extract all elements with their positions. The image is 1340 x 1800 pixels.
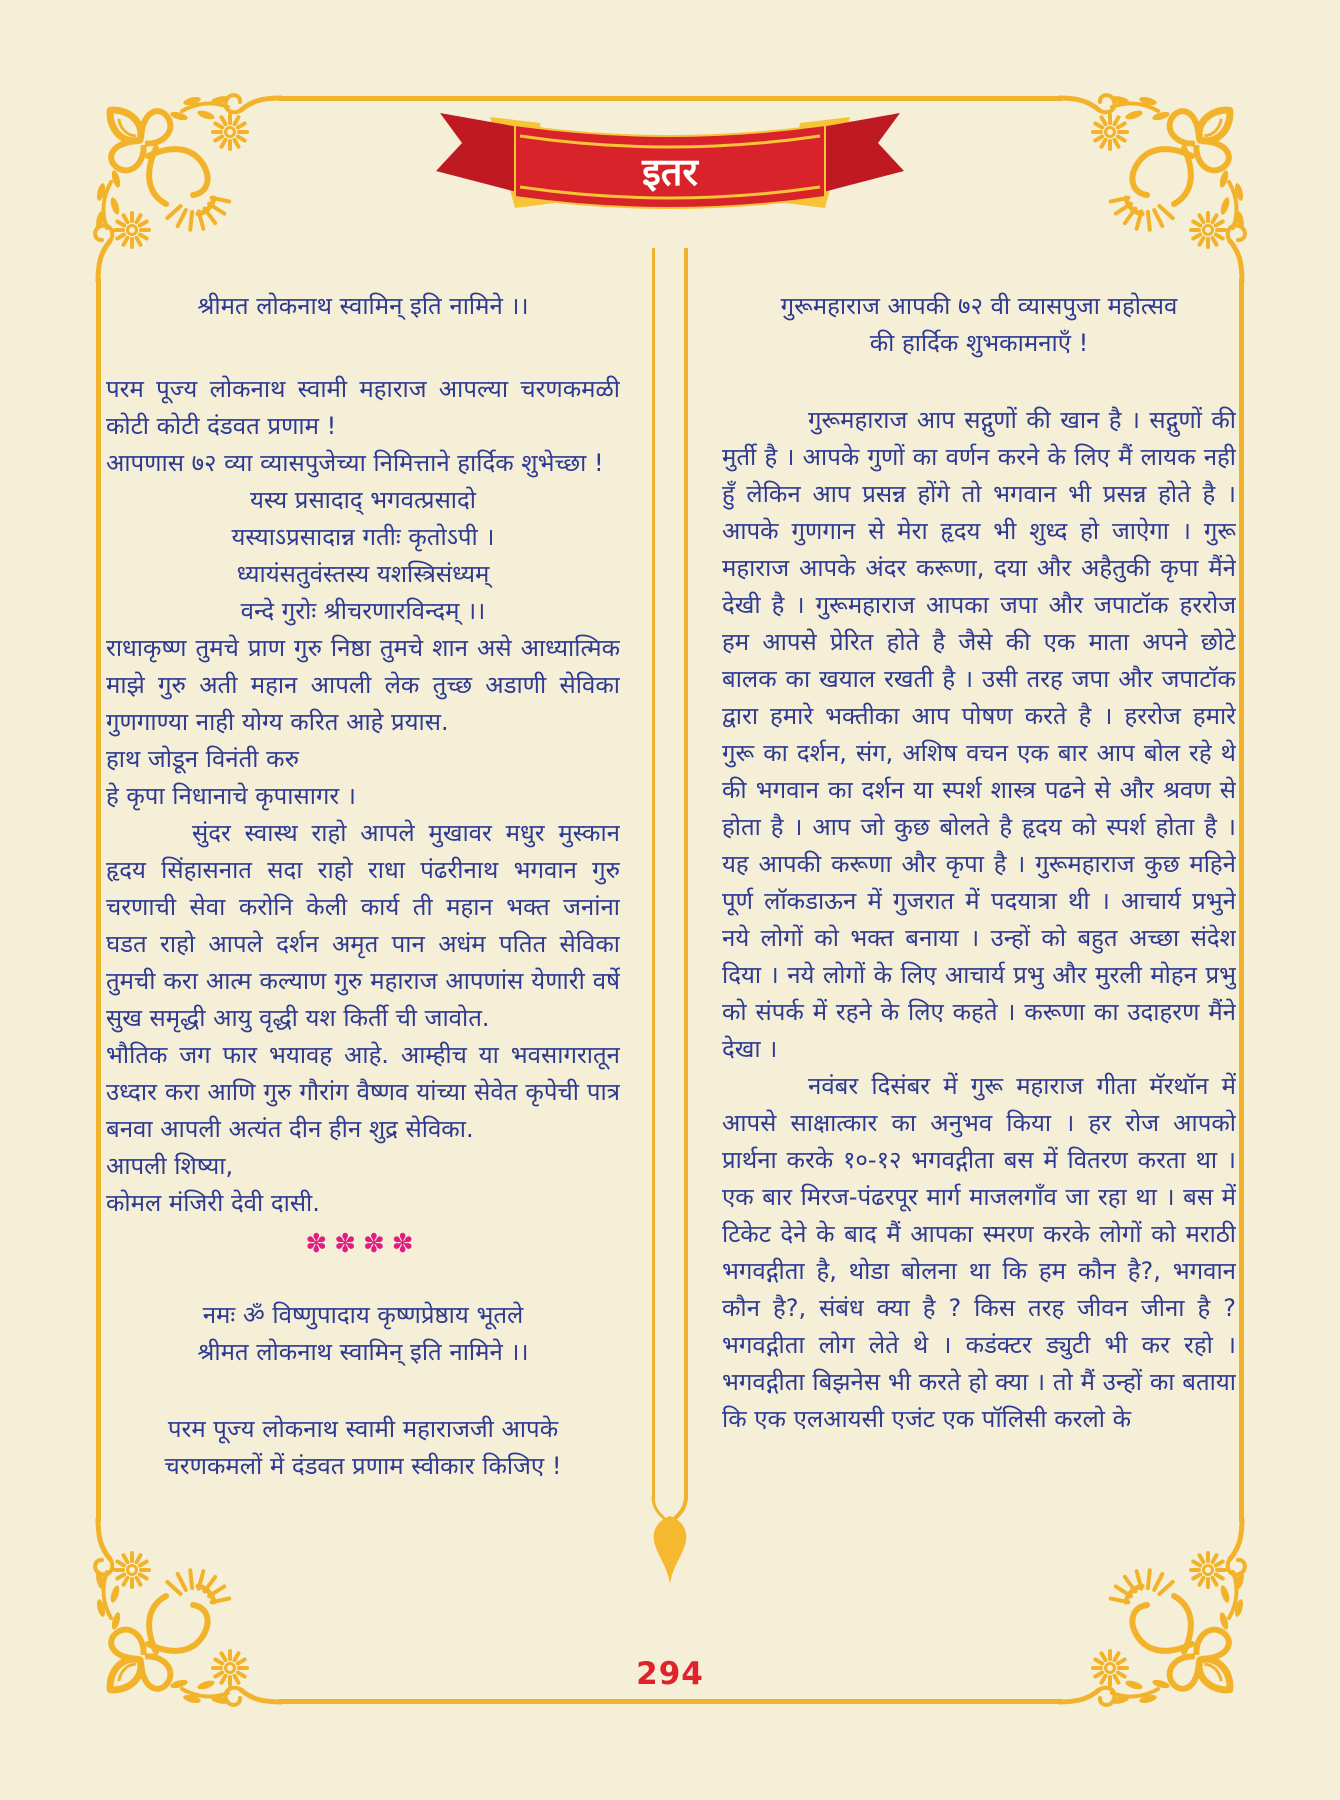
- chapter-ribbon-icon: [420, 103, 920, 223]
- verse-line: यस्याऽप्रसादान्न गतीः कृतोऽपी ।: [231, 523, 495, 551]
- chapter-title: इतर: [642, 150, 698, 194]
- left-column: [106, 288, 620, 1656]
- right-column: [722, 288, 1236, 1656]
- paragraph: सुंदर स्वास्थ राहो आपले मुखावर मधुर मुस्कान हृदय सिंहासनात सदा राहो राधा पंढरीनाथ भगवान गुरु चरणाची सेवा करोनि केली कार्य ती महान भक्त जनांना घडत राहो आपले दर्शन अमृत पान अधंम पतित सेविका तुमची करा आत्म कल्याण गुरु महाराज आपणांस येणारी वर्षे सुख समृद्धी आयु वृद्धी यश किर्ती ची जावोत.: [106, 819, 620, 1032]
- heading-line: गुरूमहाराज आपकी ७२ वी व्यासपुजा महोत्सव: [780, 292, 1178, 320]
- page-number: 294: [636, 1656, 704, 1692]
- invocation-line: श्रीमत लोकनाथ स्वामिन् इति नामिने ।।: [197, 1338, 529, 1366]
- verse-line: यस्य प्रसादाद् भगवत्प्रसादो: [250, 486, 476, 514]
- line: हे कृपा निधानाचे कृपासागर ।: [106, 782, 356, 810]
- line: हाथ जोडून विनंती करु: [106, 745, 299, 773]
- column-divider-line-thick: [684, 248, 688, 1500]
- paragraph: परम पूज्य लोकनाथ स्वामी महाराज आपल्या चरणकमळी कोटी कोटी दंडवत प्रणाम !: [106, 375, 620, 440]
- corner-ornament-icon: [82, 82, 282, 282]
- invocation-line: श्रीमत लोकनाथ स्वामिन् इति नामिने ।।: [197, 292, 529, 320]
- heading-line: की हार्दिक शुभकामनाएँ !: [869, 329, 1089, 357]
- salutation-line: चरणकमलों में दंडवत प्रणाम स्वीकार किजिए !: [164, 1452, 562, 1480]
- stars-separator: ✽✽✽✽: [305, 1229, 421, 1259]
- border-right-line: [1239, 278, 1244, 1522]
- paragraph: गुरूमहाराज आप सद्गुणों की खान है । सद्गुणों की मुर्ती है । आपके गुणों का वर्णन करने के लिए मैं लायक नही हुँ लेकिन आप प्रसन्न होंगे तो भगवान भी प्रसन्न होते है । आपके गुणगान से मेरा हृदय भी शुध्द हो जाऐगा । गुरू महाराज आपके अंदर करूणा, दया और अहैतुकी कृपा मैंने देखी है । गुरूमहाराज आपका जपा और जपाटॉक हररोज हम आपसे प्रेरित होते है जैसे की एक माता अपने छोटे बालक का खयाल रखती है । उसी तरह जपा और जपाटॉक द्वारा हमारे भक्तीका आप पोषण करते है । हररोज हमारे गुरू का दर्शन, संग, अशिष वचन एक बार आप बोल रहे थे की भगवान का दर्शन या स्पर्श शास्त्र पढने से और श्रवण से होता है । आप जो कुछ बोलते है हृदय को स्पर्श होता है । यह आपकी करूणा और कृपा है । गुरूमहाराज कुछ महिने पूर्ण लॉकडाऊन में गुजरात में पदयात्रा थी । आचार्य प्रभुने नये लोगों को भक्त बनाया । उन्हों को बहुत अच्छा संदेश दिया । नये लोगों के लिए आचार्य प्रभु और मुरली मोहन प्रभु को संपर्क में रहने के लिए कहते । करूणा का उदाहरण मैंने देखा ।: [722, 406, 1236, 1063]
- salutation-line: परम पूज्य लोकनाथ स्वामी महाराजजी आपके: [167, 1415, 559, 1443]
- border-top-line: [278, 96, 1062, 101]
- corner-ornament-icon: [1058, 82, 1258, 282]
- paragraph: आपणास ७२ व्या व्यासपुजेच्या निमित्ताने हार्दिक शुभेच्छा !: [106, 449, 604, 477]
- signature-line: कोमल मंजिरी देवी दासी.: [106, 1189, 320, 1217]
- paragraph: नवंबर दिसंबर में गुरू महाराज गीता मॅरथॉन में आपसे साक्षात्कार का अनुभव किया । हर रोज आपको प्रार्थना करके १०-१२ भगवद्गीता बस में वितरण करता था । एक बार मिरज-पंढरपूर मार्ग माजलगाँव जा रहा था । बस में टिकेट देने के बाद मैं आपका स्मरण करके लोगों को मराठी भगवद्गीता है, थोडा बोलना था कि हम कौन है?, भगवान कौन है?, संबंध क्या है ? किस तरह जीवन जीना है ? भगवद्गीता लोग लेते थे । कडंक्टर ड्युटी भी कर रहो । भगवद्गीता बिझनेस भी करते हो क्या । तो मैं उन्हों का बताया कि एक एलआयसी एजंट एक पॉलिसी करलो के: [722, 1072, 1236, 1433]
- verse-line: ध्यायंसतुवंस्तस्य यशस्त्रिसंध्यम्: [236, 560, 490, 588]
- border-left-line: [96, 278, 101, 1522]
- column-divider-line-thin: [652, 248, 655, 1500]
- border-bottom-line: [278, 1699, 1062, 1704]
- paragraph: राधाकृष्ण तुमचे प्राण गुरु निष्ठा तुमचे शान असे आध्यात्मिक माझे गुरु अती महान आपली लेक तुच्छ अडाणी सेविका गुणगाण्या नाही योग्य करित आहे प्रयास.: [106, 634, 620, 736]
- paragraph: भौतिक जग फार भयावह आहे. आम्हीच या भवसागरातून उध्दार करा आणि गुरु गौरांग वैष्णव यांच्या सेवेत कृपेची पात्र बनवा आपली अत्यंत दीन हीन शुद्र सेविका.: [106, 1041, 620, 1143]
- divider-pen-drop-icon: [640, 1496, 700, 1596]
- signature-line: आपली शिष्या,: [106, 1152, 234, 1180]
- invocation-line: नमः ॐ विष्णुपादाय कृष्णप्रेष्ठाय भूतले: [202, 1301, 524, 1329]
- verse-line: वन्दे गुरोः श्रीचरणारविन्दम् ।।: [240, 597, 486, 625]
